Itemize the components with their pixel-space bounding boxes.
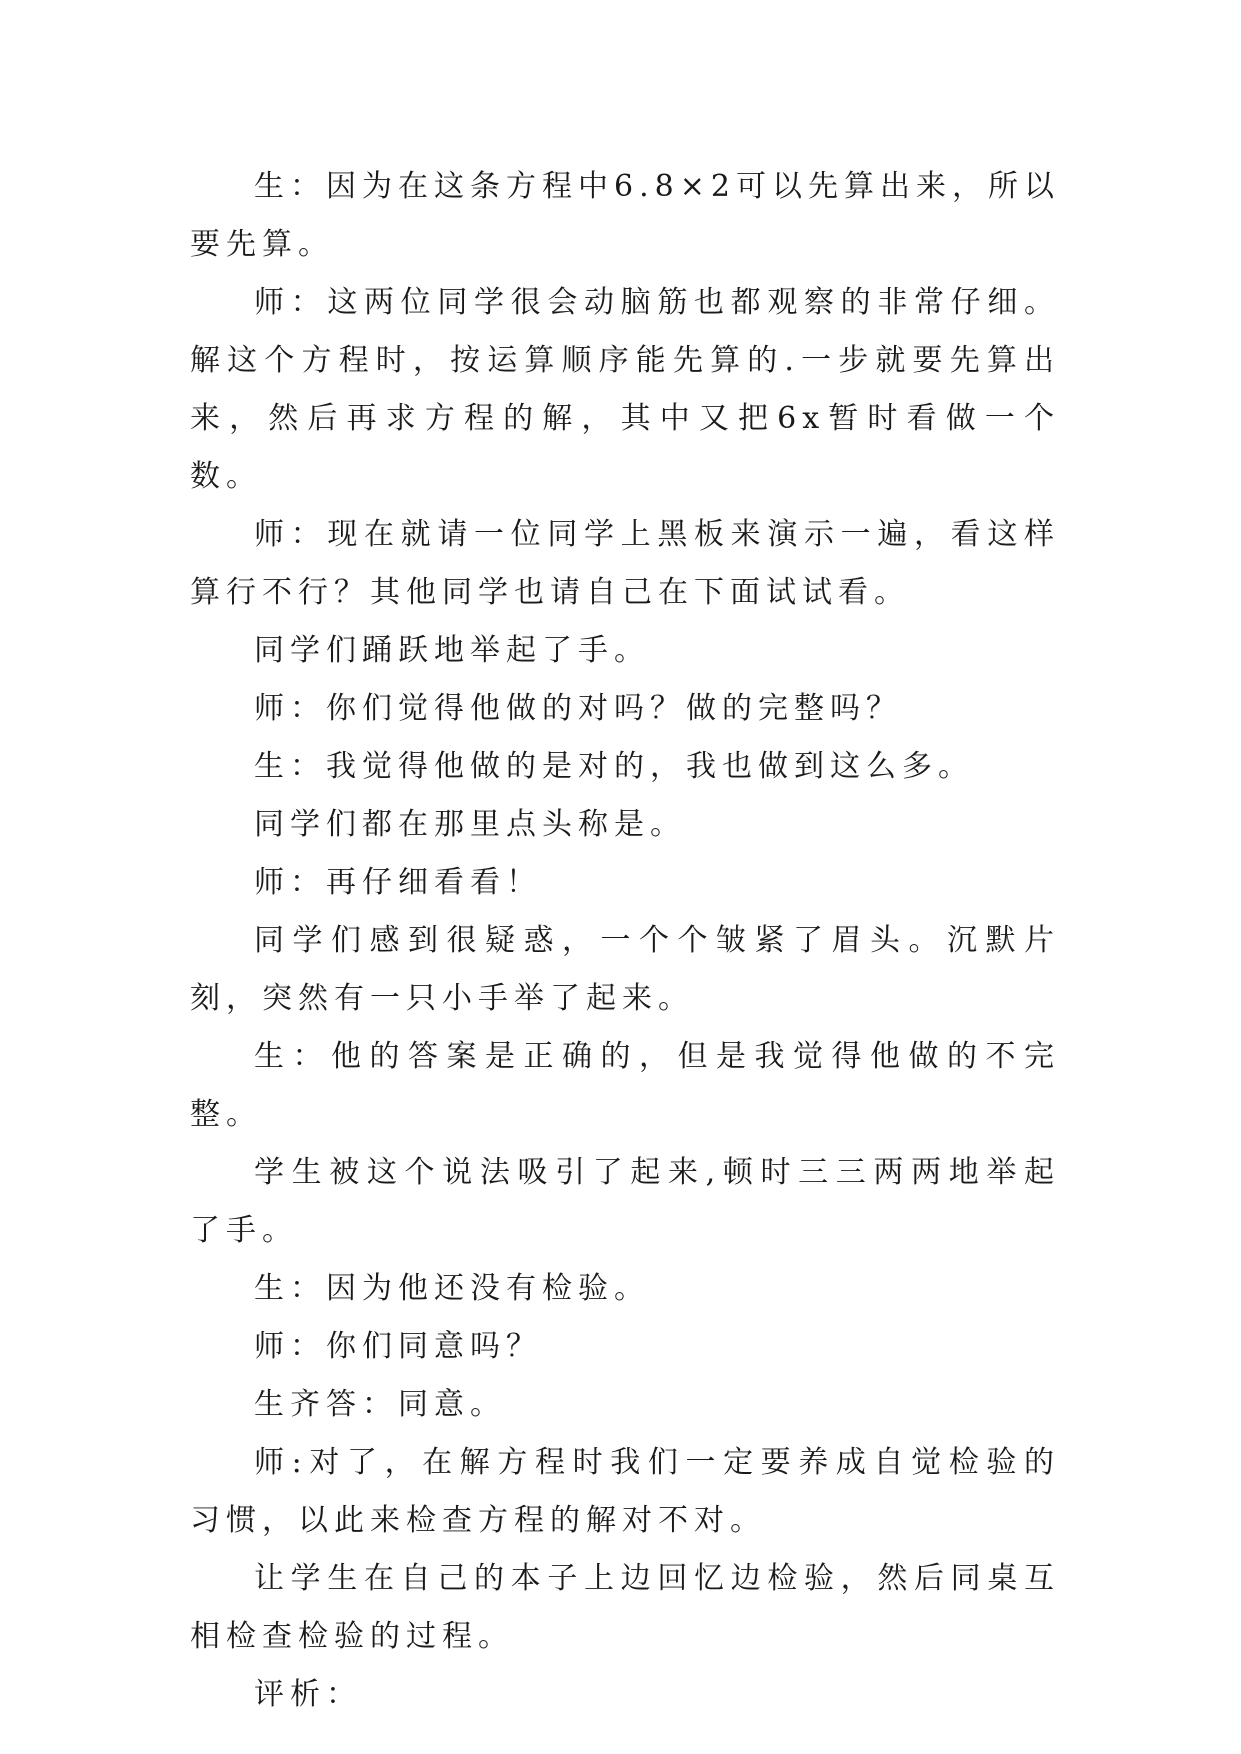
paragraph-2: 师：这两位同学很会动脑筋也都观察的非常仔细。解这个方程时，按运算顺序能先算的.一步就要先算出来，然后再求方程的解，其中又把6x暂时看做一个数。 bbox=[190, 285, 1060, 494]
paragraph-10: 生：他的答案是正确的，但是我觉得他做的不完整。 bbox=[190, 1039, 1060, 1132]
paragraph-15: 师:对了，在解方程时我们一定要养成自觉检验的习惯，以此来检查方程的解对不对。 bbox=[190, 1445, 1060, 1538]
paragraph-3: 师：现在就请一位同学上黑板来演示一遍，看这样算行不行？其他同学也请自己在下面试试看。 bbox=[190, 517, 1060, 610]
paragraph-13: 师：你们同意吗？ bbox=[254, 1329, 542, 1364]
paragraph-5: 师：你们觉得他做的对吗？做的完整吗？ bbox=[254, 691, 902, 726]
paragraph-11: 学生被这个说法吸引了起来,顿时三三两两地举起了手。 bbox=[190, 1155, 1060, 1248]
paragraph-1: 生：因为在这条方程中6.8×2可以先算出来，所以要先算。 bbox=[190, 169, 1060, 262]
paragraph-6: 生：我觉得他做的是对的，我也做到这么多。 bbox=[254, 749, 974, 784]
paragraph-4: 同学们踊跃地举起了手。 bbox=[254, 633, 650, 668]
paragraph-17: 评析： bbox=[254, 1677, 362, 1712]
paragraph-9: 同学们感到很疑惑，一个个皱紧了眉头。沉默片刻，突然有一只小手举了起来。 bbox=[190, 923, 1060, 1016]
document-body bbox=[190, 158, 1060, 1724]
paragraph-8: 师：再仔细看看！ bbox=[254, 865, 542, 900]
paragraph-12: 生：因为他还没有检验。 bbox=[254, 1271, 650, 1306]
paragraph-14: 生齐答：同意。 bbox=[254, 1387, 506, 1422]
paragraph-7: 同学们都在那里点头称是。 bbox=[254, 807, 686, 842]
paragraph-16: 让学生在自己的本子上边回忆边检验，然后同桌互相检查检验的过程。 bbox=[190, 1561, 1060, 1654]
